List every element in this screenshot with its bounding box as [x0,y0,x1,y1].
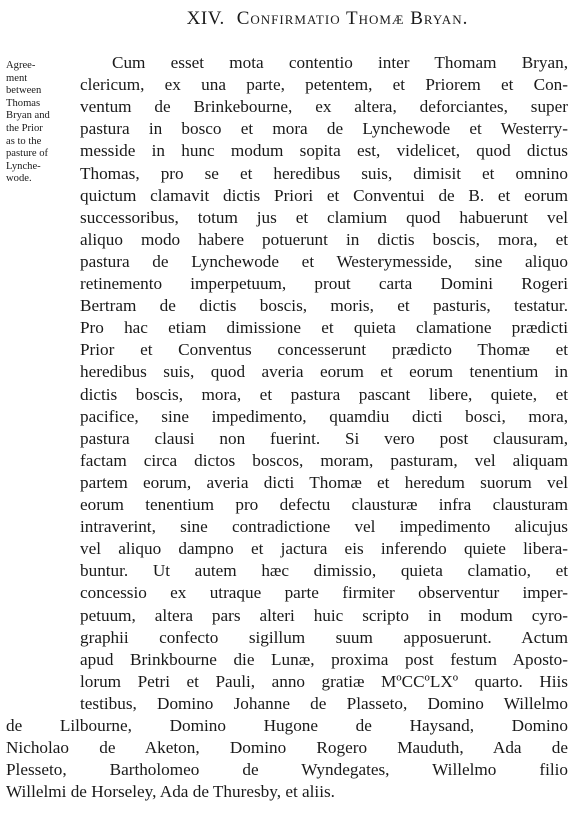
text-line: pastura in bosco et mora de Lynchewode et Westerry- [80,119,568,139]
text-line: Prior et Conventus concesserunt prædicto Thomæ et [80,340,568,360]
charter-title: Confirmatio Thomæ Bryan. [236,8,469,29]
margin-note-line: Agree- [6,60,36,71]
margin-note-line: Lynche- [6,160,41,172]
text-line: Nicholao de Aketon, Domino Rogero Mauduth, Ada de [6,738,568,758]
text-line: eorum tenentium pro defectu clausturæ infra clausturam [80,495,568,514]
text-line: concessio ex utraque parte firmiter observentur imper- [80,583,568,603]
text-line: buntur. Ut autem hæc dimissio, quieta clamatio, et [80,561,568,581]
text-line: intraverint, sine contradictione vel impedimento alicujus [80,517,568,537]
margin-note-line: the Prior [6,122,43,134]
text-line: retinemento imperpetuum, prout carta Domini Rogeri [80,274,568,293]
margin-note [6,60,76,186]
text-line: clericum, ex una parte, petentem, et Priorem et Con- [80,75,568,95]
text-line: successoribus, totum jus et clamium quod habuerunt vel [80,207,568,227]
text-line: messide in hunc modum sopita est, videlicet, quod dictus [80,141,568,161]
text-line: aliquo modo habere potuerunt in dictis boscis, mora, et [80,229,568,249]
text-line: Thomas, pro se et heredibus suis, dimisit et omnino [80,163,568,183]
charter-number: XIV. [186,8,225,29]
margin-note-line: ment [6,72,28,84]
margin-note-line: Thomas [6,97,41,109]
text-line: petuum, altera pars alteri huic scripto in modum cyro- [80,605,568,625]
text-line: de Lilbourne, Domino Hugone de Haysand, Domino [6,716,568,735]
margin-note-line: between [6,85,42,97]
text-line: vel aliquo dampno et jactura eis inferendo quiete libera- [80,539,568,559]
margin-note-line: wode. [6,173,32,185]
text-line: factam circa dictos boscos, moram, pasturam, vel aliquam [80,450,568,470]
text-line: Bertram de dictis boscis, moris, et pasturis, testatur. [80,296,568,316]
text-line: quictum clamavit dictis Priori et Conventui de B. et eorum [80,185,568,205]
text-line: ventum de Brinkebourne, ex altera, deforciantes, super [80,97,568,117]
text-line: testibus, Domino Johanne de Plasseto, Domino Willelmo [80,693,568,713]
text-line: apud Brinkbourne die Lunæ, proxima post festum Aposto- [80,649,568,669]
charter-heading [0,8,575,30]
margin-note-line: as to the [6,135,42,147]
text-line: lorum Petri et Pauli, anno gratiæ MºCCºLXº quarto. Hiis [80,671,568,691]
text-line: pastura clausi non fuerint. Si vero post clausuram, [80,428,568,448]
text-line: pastura de Lynchewode et Westerymesside, sine aliquo [80,251,568,271]
text-line: Plesseto, Bartholomeo de Wyndegates, Willelmo filio [6,760,568,780]
text-line: Pro hac etiam dimissione et quieta clamatione prædicti [80,318,568,338]
margin-note-line: Bryan and [6,110,50,122]
text-line: dictis boscis, mora, et pastura pascant libere, quiete, et [80,384,568,404]
text-line: heredibus suis, quod averia eorum et eorum tenentium in [80,362,568,382]
margin-note-line: pasture of [6,148,49,160]
text-line: graphii confecto sigillum suum apposuerunt. Actum [80,627,568,647]
text-line: partem eorum, averia dicti Thomæ et heredum suorum vel [80,472,568,492]
text-line: Cum esset mota contentio inter Thomam Bryan, [112,53,568,72]
text-line: pacifice, sine impedimento, quamdiu dicti bosci, mora, [80,406,568,426]
text-line: Willelmi de Horseley, Ada de Thuresby, et aliis. [6,782,335,802]
